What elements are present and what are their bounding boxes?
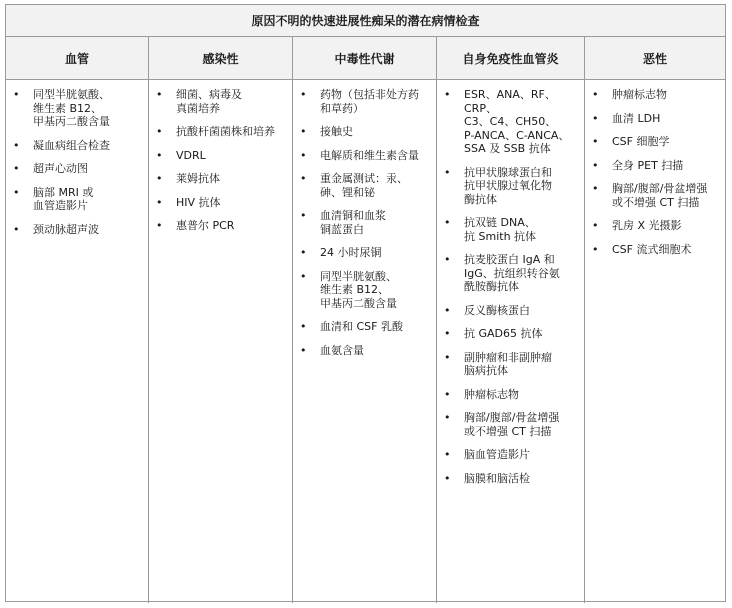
list-item: • 乳房 X 光摄影 (585, 219, 721, 233)
column-header-toxic-metabolic: 中毒性代谢 (293, 37, 437, 79)
list-item: • 抗双链 DNA、 抗 Smith 抗体 (437, 216, 580, 243)
column-header-autoimmune-vasculitis: 自身免疫性血管炎 (437, 37, 585, 79)
column-toxic-metabolic (293, 80, 437, 603)
column-vascular (6, 80, 149, 603)
item-list (6, 88, 148, 236)
item-list (437, 88, 584, 485)
list-item: • VDRL (149, 149, 288, 163)
list-item: • 肿瘤标志物 (585, 88, 721, 102)
list-item: • ESR、ANA、RF、CRP、 C3、C4、CH50、 P-ANCA、C-ANCA、 SSA 及 SSB 抗体 (437, 88, 580, 156)
list-item: • 超声心动图 (6, 162, 144, 176)
column-header-row (6, 37, 725, 80)
list-item: • 胸部/腹部/骨盆增强 或不增强 CT 扫描 (585, 182, 721, 209)
list-item: • 细菌、病毒及 真菌培养 (149, 88, 288, 115)
list-item: • 副肿瘤和非副肿瘤 脑病抗体 (437, 351, 580, 378)
column-malignancy (585, 80, 725, 603)
item-list (149, 88, 292, 233)
column-autoimmune-vasculitis (437, 80, 585, 603)
list-item: • 24 小时尿铜 (293, 246, 432, 260)
list-item: • 脑部 MRI 或 血管造影片 (6, 186, 144, 213)
column-header-malignancy: 恶性 (642, 51, 667, 66)
list-item: • 抗甲状腺球蛋白和 抗甲状腺过氧化物 酶抗体 (437, 166, 580, 207)
list-item: • 肿瘤标志物 (437, 388, 580, 402)
item-list (585, 88, 725, 256)
list-item: • 凝血病组合检查 (6, 139, 144, 153)
list-item: • HIV 抗体 (149, 196, 288, 210)
column-infectious (149, 80, 293, 603)
list-item: • 脑血管造影片 (437, 448, 580, 462)
list-item: • 血清和 CSF 乳酸 (293, 320, 432, 334)
item-list (293, 88, 436, 357)
list-item: • 抗酸杆菌菌株和培养 (149, 125, 288, 139)
list-item: • 莱姆抗体 (149, 172, 288, 186)
list-item: • 惠普尔 PCR (149, 219, 288, 233)
list-item: • 全身 PET 扫描 (585, 159, 721, 173)
list-item: • 反义酶核蛋白 (437, 304, 580, 318)
list-item: • 胸部/腹部/骨盆增强 或不增强 CT 扫描 (437, 411, 580, 438)
table-title: 原因不明的快速进展性痴呆的潜在病情检查 (6, 5, 725, 37)
list-item: • 药物（包括非处方药 和草药） (293, 88, 432, 115)
list-item: • 重金属测试：汞、 砷、锂和铋 (293, 172, 432, 199)
list-item: • 血氨含量 (293, 344, 432, 358)
list-item: • 同型半胱氨酸、 维生素 B12、 甲基丙二酸含量 (293, 270, 432, 311)
workup-table (5, 4, 726, 602)
list-item: • 颈动脉超声波 (6, 223, 144, 237)
list-item: • 脑膜和脑活检 (437, 472, 580, 486)
column-header-vascular: 血管 (6, 37, 149, 79)
column-header-infectious: 感染性 (149, 37, 293, 79)
list-item: • 抗 GAD65 抗体 (437, 327, 580, 341)
list-item: • 接触史 (293, 125, 432, 139)
list-item: • 同型半胱氨酸、 维生素 B12、 甲基丙二酸含量 (6, 88, 144, 129)
list-item: • 电解质和维生素含量 (293, 149, 432, 163)
list-item: • 血清铜和血浆 铜蓝蛋白 (293, 209, 432, 236)
list-item: • 抗麦胶蛋白 IgA 和 IgG、抗组织转谷氨 酰胺酶抗体 (437, 253, 580, 294)
list-item: • CSF 细胞学 (585, 135, 721, 149)
list-item: • CSF 流式细胞术 (585, 243, 721, 257)
list-item: • 血清 LDH (585, 112, 721, 126)
column-body-row (6, 80, 725, 603)
